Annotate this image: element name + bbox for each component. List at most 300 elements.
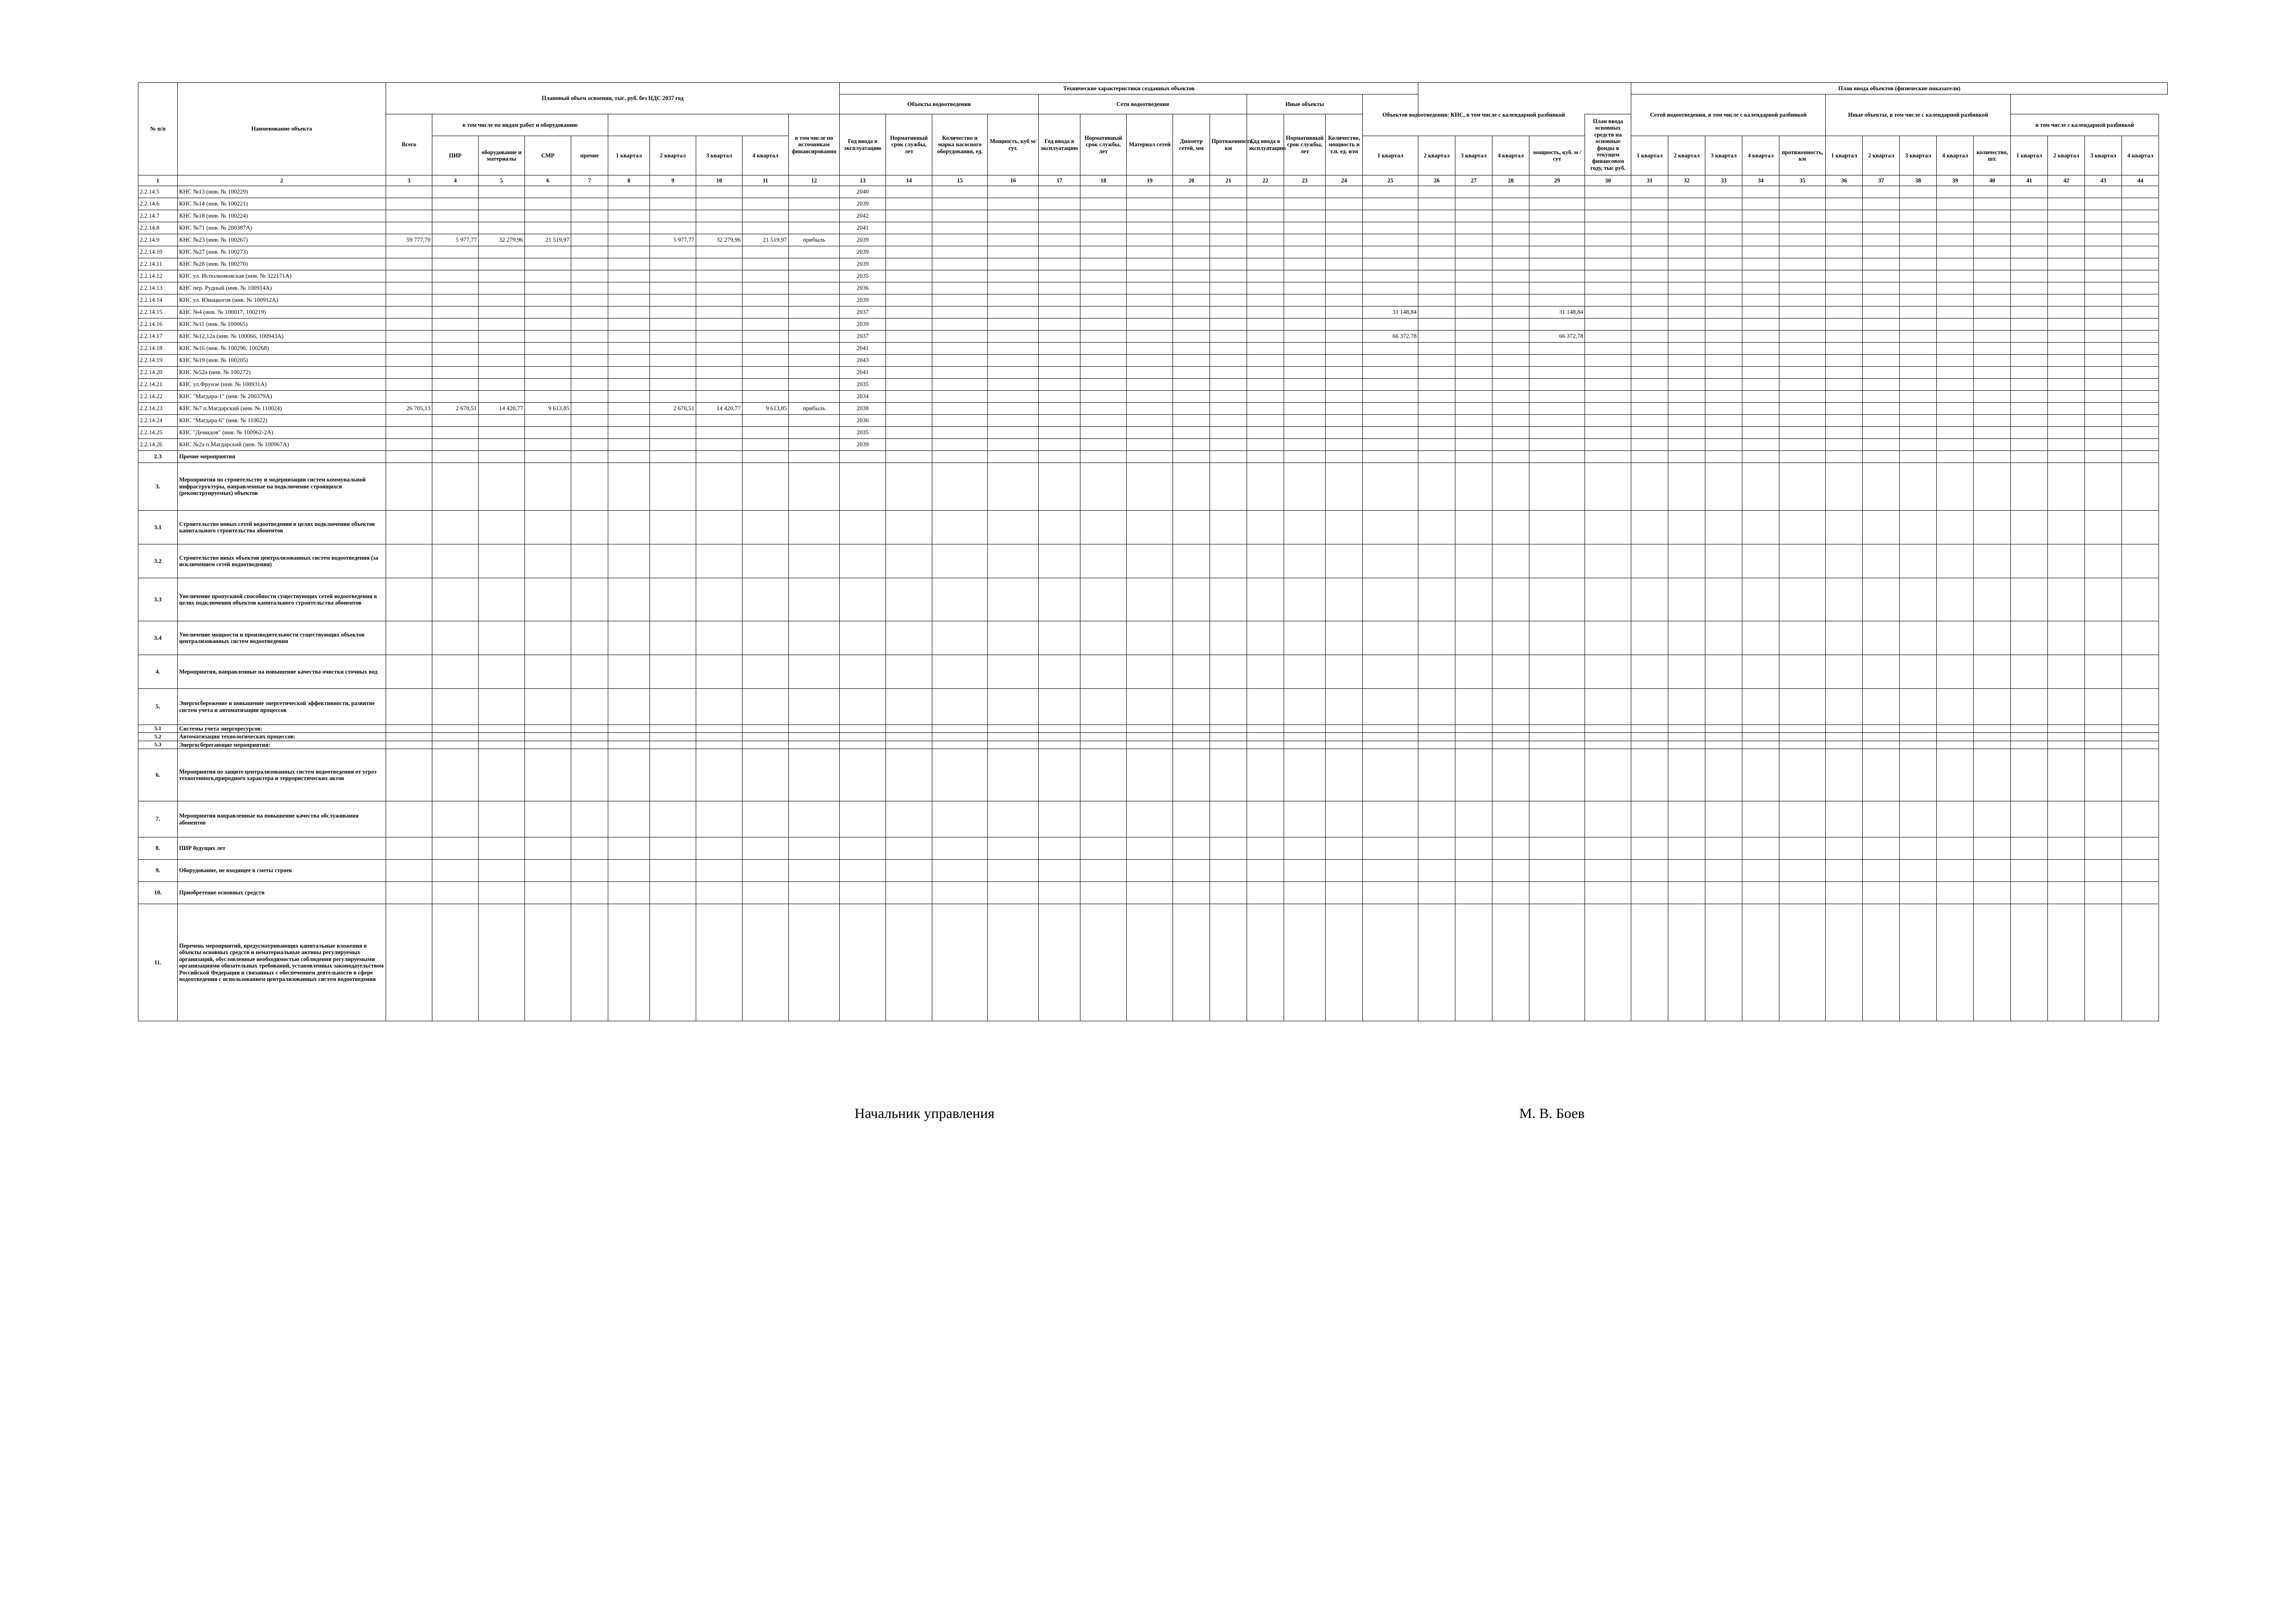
empty-cell bbox=[1284, 882, 1326, 904]
empty-cell bbox=[571, 801, 608, 837]
empty-cell bbox=[1742, 725, 1779, 733]
empty-cell bbox=[1284, 331, 1326, 343]
empty-cell bbox=[1742, 319, 1779, 331]
empty-cell bbox=[1039, 343, 1080, 355]
empty-cell bbox=[696, 439, 742, 451]
empty-cell bbox=[1363, 655, 1418, 689]
empty-cell bbox=[479, 749, 525, 801]
empty-cell bbox=[608, 379, 650, 391]
empty-cell bbox=[1668, 511, 1705, 544]
q4-header: 4 квартал bbox=[742, 136, 789, 175]
empty-cell bbox=[386, 733, 432, 741]
empty-cell bbox=[1173, 463, 1210, 511]
empty-cell bbox=[525, 331, 571, 343]
empty-cell bbox=[1585, 282, 1631, 294]
empty-cell bbox=[386, 198, 432, 210]
empty-cell bbox=[789, 904, 840, 1021]
empty-cell bbox=[650, 331, 696, 343]
empty-cell bbox=[1363, 621, 1418, 655]
empty-cell bbox=[2122, 343, 2159, 355]
empty-cell bbox=[742, 306, 789, 319]
year-in-other-header: Год ввода в эксплуатацию bbox=[1247, 114, 1284, 175]
empty-cell bbox=[932, 355, 988, 367]
empty-cell bbox=[1080, 578, 1127, 621]
row-number: 2.2.14.23 bbox=[138, 403, 178, 415]
empty-cell bbox=[1826, 210, 1863, 222]
empty-cell bbox=[1529, 415, 1585, 427]
empty-cell bbox=[2122, 282, 2159, 294]
empty-cell bbox=[1668, 343, 1705, 355]
empty-cell bbox=[571, 294, 608, 306]
empty-cell bbox=[1937, 234, 1974, 246]
empty-cell bbox=[386, 427, 432, 439]
empty-cell bbox=[1455, 439, 1492, 451]
empty-cell bbox=[840, 544, 886, 578]
empty-cell bbox=[886, 621, 932, 655]
empty-cell bbox=[2048, 343, 2085, 355]
empty-cell bbox=[1080, 331, 1127, 343]
empty-cell bbox=[386, 749, 432, 801]
empty-cell bbox=[932, 427, 988, 439]
empty-cell bbox=[608, 246, 650, 258]
empty-cell bbox=[1742, 331, 1779, 343]
empty-cell bbox=[1705, 837, 1742, 860]
empty-cell bbox=[608, 544, 650, 578]
empty-cell bbox=[2085, 355, 2122, 367]
empty-cell bbox=[1863, 837, 1900, 860]
empty-cell bbox=[650, 258, 696, 270]
row-number: 2.2.14.5 bbox=[138, 186, 178, 198]
empty-cell bbox=[1418, 655, 1455, 689]
empty-cell bbox=[386, 415, 432, 427]
empty-cell bbox=[1631, 186, 1668, 198]
empty-cell bbox=[1039, 439, 1080, 451]
empty-cell bbox=[1529, 578, 1585, 621]
empty-cell bbox=[2122, 379, 2159, 391]
empty-cell bbox=[1974, 621, 2011, 655]
column-number-cell: 22 bbox=[1247, 175, 1284, 186]
empty-cell bbox=[525, 270, 571, 282]
object-name: КНС "Демидов" (инв. № 100962-2А) bbox=[178, 427, 386, 439]
empty-cell bbox=[1900, 294, 1937, 306]
source-cell: прибыль bbox=[789, 234, 840, 246]
section-name: Увеличение пропускной способности существующих сетей водоотведения в целях подключения объектов капитального строительства абонентов bbox=[178, 578, 386, 621]
empty-cell bbox=[789, 282, 840, 294]
empty-cell bbox=[742, 415, 789, 427]
service-life-header: Нормативный срок службы, лет bbox=[886, 114, 932, 175]
empty-cell bbox=[988, 511, 1039, 544]
empty-cell bbox=[1173, 741, 1210, 749]
empty-cell bbox=[932, 415, 988, 427]
empty-cell bbox=[1492, 367, 1529, 379]
table-row bbox=[138, 282, 2168, 294]
empty-cell bbox=[988, 415, 1039, 427]
empty-cell bbox=[1127, 306, 1173, 319]
empty-cell bbox=[1742, 403, 1779, 415]
empty-cell bbox=[886, 379, 932, 391]
empty-cell bbox=[1247, 451, 1284, 463]
empty-cell bbox=[1418, 403, 1455, 415]
empty-cell bbox=[479, 331, 525, 343]
empty-cell bbox=[2011, 367, 2048, 379]
other-qty-header: количество, шт. bbox=[1974, 136, 2011, 175]
empty-cell bbox=[1585, 882, 1631, 904]
q4-cell: 21 519,97 bbox=[742, 234, 789, 246]
empty-cell bbox=[1039, 463, 1080, 511]
empty-cell bbox=[571, 837, 608, 860]
empty-cell bbox=[932, 544, 988, 578]
table-row bbox=[138, 331, 2168, 343]
empty-cell bbox=[789, 725, 840, 733]
empty-cell bbox=[1492, 904, 1529, 1021]
empty-cell bbox=[988, 258, 1039, 270]
empty-cell bbox=[1326, 355, 1363, 367]
empty-cell bbox=[479, 270, 525, 282]
empty-cell bbox=[1284, 655, 1326, 689]
empty-cell bbox=[479, 343, 525, 355]
empty-cell bbox=[1127, 439, 1173, 451]
empty-cell bbox=[932, 511, 988, 544]
empty-cell bbox=[432, 246, 479, 258]
empty-cell bbox=[1326, 391, 1363, 403]
empty-cell bbox=[886, 222, 932, 234]
empty-cell bbox=[1210, 367, 1247, 379]
empty-cell bbox=[608, 306, 650, 319]
empty-cell bbox=[1900, 391, 1937, 403]
row-number: 2.2.14.18 bbox=[138, 343, 178, 355]
empty-cell bbox=[608, 882, 650, 904]
empty-cell bbox=[789, 801, 840, 837]
empty-cell bbox=[840, 725, 886, 733]
empty-cell bbox=[1585, 270, 1631, 282]
empty-cell bbox=[1826, 451, 1863, 463]
empty-cell bbox=[932, 210, 988, 222]
empty-cell bbox=[1779, 463, 1826, 511]
empty-cell bbox=[1900, 198, 1937, 210]
empty-cell bbox=[1585, 258, 1631, 270]
empty-cell bbox=[1127, 621, 1173, 655]
empty-cell bbox=[1779, 403, 1826, 415]
empty-cell bbox=[1585, 319, 1631, 331]
empty-cell bbox=[789, 355, 840, 367]
year-cell: 2040 bbox=[840, 186, 886, 198]
empty-cell bbox=[932, 689, 988, 725]
section-number: 11. bbox=[138, 904, 178, 1021]
empty-cell bbox=[1173, 343, 1210, 355]
empty-cell bbox=[1863, 198, 1900, 210]
empty-cell bbox=[1492, 741, 1529, 749]
empty-cell bbox=[1779, 355, 1826, 367]
empty-cell bbox=[571, 725, 608, 733]
empty-cell bbox=[1631, 222, 1668, 234]
section-row bbox=[138, 882, 2168, 904]
section-name: Системы учета энергоресурсов: bbox=[178, 725, 386, 733]
empty-cell bbox=[988, 427, 1039, 439]
empty-cell bbox=[789, 306, 840, 319]
empty-cell bbox=[608, 391, 650, 403]
section-number: 3.4 bbox=[138, 621, 178, 655]
empty-cell bbox=[1173, 319, 1210, 331]
empty-cell bbox=[1039, 621, 1080, 655]
year-cell: 2036 bbox=[840, 415, 886, 427]
column-number-cell: 30 bbox=[1585, 175, 1631, 186]
empty-cell bbox=[1127, 904, 1173, 1021]
section-row bbox=[138, 621, 2168, 655]
empty-cell bbox=[1080, 733, 1127, 741]
empty-cell bbox=[1826, 749, 1863, 801]
col-name-header: Наименование объекта bbox=[178, 83, 386, 175]
row-number: 2.2.14.6 bbox=[138, 198, 178, 210]
empty-cell bbox=[696, 837, 742, 860]
empty-cell bbox=[1863, 415, 1900, 427]
empty-cell bbox=[2085, 904, 2122, 1021]
year-cell: 2041 bbox=[840, 222, 886, 234]
empty-cell bbox=[386, 210, 432, 222]
empty-cell bbox=[432, 319, 479, 331]
empty-cell bbox=[1492, 403, 1529, 415]
empty-cell bbox=[608, 463, 650, 511]
year-cell: 2042 bbox=[840, 210, 886, 222]
empty-cell bbox=[1418, 801, 1455, 837]
empty-cell bbox=[1173, 246, 1210, 258]
empty-cell bbox=[2048, 294, 2085, 306]
empty-cell bbox=[886, 544, 932, 578]
empty-cell bbox=[479, 511, 525, 544]
empty-cell bbox=[386, 837, 432, 860]
table-row bbox=[138, 294, 2168, 306]
empty-cell bbox=[886, 403, 932, 415]
empty-cell bbox=[1937, 379, 1974, 391]
empty-cell bbox=[1668, 319, 1705, 331]
empty-cell bbox=[1363, 578, 1418, 621]
empty-cell bbox=[1247, 427, 1284, 439]
empty-cell bbox=[1492, 725, 1529, 733]
empty-cell bbox=[1418, 355, 1455, 367]
empty-cell bbox=[1173, 427, 1210, 439]
empty-cell bbox=[840, 733, 886, 741]
empty-cell bbox=[432, 198, 479, 210]
empty-cell bbox=[1173, 391, 1210, 403]
empty-cell bbox=[742, 294, 789, 306]
empty-cell bbox=[742, 749, 789, 801]
other-q1-header: 1 квартал bbox=[2011, 136, 2048, 175]
empty-cell bbox=[1826, 689, 1863, 725]
empty-cell bbox=[1080, 198, 1127, 210]
empty-cell bbox=[432, 741, 479, 749]
empty-cell bbox=[789, 689, 840, 725]
empty-cell bbox=[1826, 741, 1863, 749]
empty-cell bbox=[1668, 198, 1705, 210]
empty-cell bbox=[525, 837, 571, 860]
empty-cell bbox=[608, 367, 650, 379]
section-name: Оборудование, не входящее в сметы строек bbox=[178, 860, 386, 882]
empty-cell bbox=[1631, 904, 1668, 1021]
empty-cell bbox=[1705, 578, 1742, 621]
empty-cell bbox=[789, 741, 840, 749]
empty-cell bbox=[1900, 282, 1937, 294]
empty-cell bbox=[1039, 355, 1080, 367]
empty-cell bbox=[1039, 186, 1080, 198]
empty-cell bbox=[1247, 343, 1284, 355]
empty-cell bbox=[1529, 427, 1585, 439]
empty-cell bbox=[2011, 621, 2048, 655]
smr-cell: 21 519,97 bbox=[525, 234, 571, 246]
object-name: КНС ул. Юнацкогоя (инв. № 100912А) bbox=[178, 294, 386, 306]
column-number-cell: 11 bbox=[742, 175, 789, 186]
empty-cell bbox=[1455, 427, 1492, 439]
empty-cell bbox=[1529, 882, 1585, 904]
empty-cell bbox=[1492, 319, 1529, 331]
empty-cell bbox=[1631, 860, 1668, 882]
empty-cell bbox=[432, 306, 479, 319]
empty-cell bbox=[1900, 343, 1937, 355]
empty-cell bbox=[886, 294, 932, 306]
empty-cell bbox=[1127, 294, 1173, 306]
empty-cell bbox=[1173, 655, 1210, 689]
empty-cell bbox=[608, 427, 650, 439]
empty-cell bbox=[1668, 246, 1705, 258]
empty-cell bbox=[1529, 270, 1585, 282]
empty-cell bbox=[1742, 439, 1779, 451]
column-number-cell: 32 bbox=[1668, 175, 1705, 186]
empty-cell bbox=[1705, 415, 1742, 427]
empty-cell bbox=[1826, 294, 1863, 306]
empty-cell bbox=[988, 198, 1039, 210]
empty-cell bbox=[1937, 621, 1974, 655]
empty-cell bbox=[1937, 904, 1974, 1021]
empty-cell bbox=[525, 725, 571, 733]
empty-cell bbox=[1631, 391, 1668, 403]
empty-cell bbox=[1247, 655, 1284, 689]
empty-cell bbox=[650, 306, 696, 319]
empty-cell bbox=[1826, 511, 1863, 544]
empty-cell bbox=[2122, 439, 2159, 451]
table-row bbox=[138, 391, 2168, 403]
empty-cell bbox=[1418, 319, 1455, 331]
empty-cell bbox=[988, 294, 1039, 306]
plan-input-group-header: План ввода объектов (физические показатели) bbox=[1631, 83, 2168, 94]
empty-cell bbox=[1585, 801, 1631, 837]
empty-cell bbox=[650, 860, 696, 882]
empty-cell bbox=[1080, 904, 1127, 1021]
empty-cell bbox=[386, 246, 432, 258]
empty-cell bbox=[1284, 294, 1326, 306]
empty-cell bbox=[886, 463, 932, 511]
empty-cell bbox=[932, 234, 988, 246]
service-life-other-header: Нормативный срок службы, лет bbox=[1284, 114, 1326, 175]
empty-cell bbox=[1039, 733, 1080, 741]
empty-cell bbox=[650, 282, 696, 294]
empty-cell bbox=[742, 367, 789, 379]
empty-cell bbox=[840, 578, 886, 621]
net-q3-header: 3 квартал bbox=[1900, 136, 1937, 175]
empty-cell bbox=[1039, 294, 1080, 306]
table-row bbox=[138, 367, 2168, 379]
empty-cell bbox=[386, 294, 432, 306]
empty-cell bbox=[1529, 391, 1585, 403]
empty-cell bbox=[1937, 860, 1974, 882]
empty-cell bbox=[1863, 186, 1900, 198]
empty-cell bbox=[432, 270, 479, 282]
empty-cell bbox=[1937, 319, 1974, 331]
investment-program-table-sheet bbox=[138, 82, 2168, 1021]
empty-cell bbox=[1210, 331, 1247, 343]
empty-cell bbox=[1326, 741, 1363, 749]
empty-cell bbox=[2011, 725, 2048, 733]
empty-cell bbox=[886, 355, 932, 367]
capacity-header: Мощность, куб м/ сут. bbox=[988, 114, 1039, 175]
empty-cell bbox=[650, 741, 696, 749]
empty-cell bbox=[1455, 270, 1492, 282]
empty-cell bbox=[1529, 749, 1585, 801]
empty-cell bbox=[1705, 210, 1742, 222]
empty-cell bbox=[886, 801, 932, 837]
empty-cell bbox=[1455, 198, 1492, 210]
empty-cell bbox=[1974, 222, 2011, 234]
empty-cell bbox=[1631, 306, 1668, 319]
empty-cell bbox=[1742, 415, 1779, 427]
empty-cell bbox=[525, 655, 571, 689]
empty-cell bbox=[988, 801, 1039, 837]
year-in-header: Год ввода в эксплуатацию bbox=[840, 114, 886, 175]
section-number: 3.3 bbox=[138, 578, 178, 621]
row-number: 2.2.14.7 bbox=[138, 210, 178, 222]
empty-cell bbox=[1363, 355, 1418, 367]
empty-cell bbox=[789, 319, 840, 331]
empty-cell bbox=[608, 270, 650, 282]
empty-cell bbox=[2122, 270, 2159, 282]
empty-cell bbox=[525, 343, 571, 355]
empty-cell bbox=[1705, 733, 1742, 741]
empty-cell bbox=[886, 741, 932, 749]
empty-cell bbox=[840, 463, 886, 511]
empty-cell bbox=[1039, 331, 1080, 343]
empty-cell bbox=[696, 544, 742, 578]
empty-cell bbox=[608, 234, 650, 246]
empty-cell bbox=[988, 343, 1039, 355]
empty-cell bbox=[1455, 463, 1492, 511]
empty-cell bbox=[1742, 837, 1779, 860]
empty-cell bbox=[1779, 294, 1826, 306]
empty-cell bbox=[988, 733, 1039, 741]
empty-cell bbox=[988, 741, 1039, 749]
empty-cell bbox=[742, 837, 789, 860]
empty-cell bbox=[1742, 904, 1779, 1021]
empty-cell bbox=[1455, 355, 1492, 367]
empty-cell bbox=[1779, 733, 1826, 741]
empty-cell bbox=[1173, 439, 1210, 451]
empty-cell bbox=[1418, 415, 1455, 427]
empty-cell bbox=[650, 343, 696, 355]
empty-cell bbox=[1585, 725, 1631, 733]
empty-cell bbox=[1326, 621, 1363, 655]
empty-cell bbox=[1247, 367, 1284, 379]
empty-cell bbox=[1779, 511, 1826, 544]
empty-cell bbox=[2011, 741, 2048, 749]
section-row bbox=[138, 725, 2168, 733]
empty-cell bbox=[1668, 749, 1705, 801]
empty-cell bbox=[1080, 294, 1127, 306]
empty-cell bbox=[1863, 621, 1900, 655]
section-number: 5. bbox=[138, 689, 178, 725]
empty-cell bbox=[1974, 837, 2011, 860]
empty-cell bbox=[608, 355, 650, 367]
empty-cell bbox=[1742, 801, 1779, 837]
empty-cell bbox=[742, 801, 789, 837]
empty-cell bbox=[1210, 837, 1247, 860]
empty-cell bbox=[1326, 463, 1363, 511]
empty-cell bbox=[1863, 451, 1900, 463]
